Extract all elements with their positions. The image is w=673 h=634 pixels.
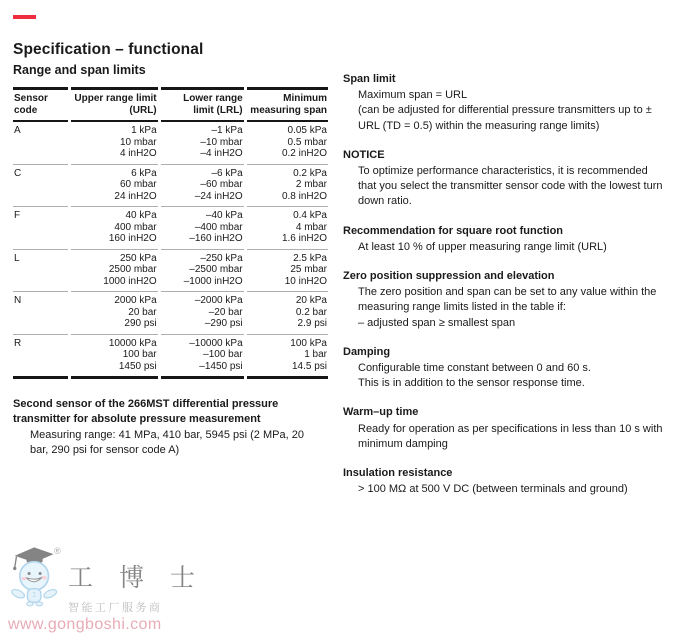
section-text: To optimize performance characteristics, it is recommended that you select the transmitter sensor code with the lowest turn down ratio. [358, 165, 663, 208]
cell-line: –1 kPa [211, 125, 243, 136]
cell-line: 0.8 inH2O [281, 190, 327, 202]
cell-line: 100 kPa [290, 337, 327, 349]
table-row [13, 335, 328, 380]
cell-line: –10000 kPa [189, 337, 243, 349]
table-row [13, 122, 328, 165]
section-text: (can be adjusted for differential pressure transmitters up to ± URL (TD = 0.5) within the measuring range limits) [358, 104, 652, 132]
header-line: Lower range [183, 93, 243, 104]
cell-line: 60 mbar [119, 179, 157, 190]
right-column [343, 72, 665, 511]
col-header-minimum-measuring-span [247, 87, 328, 122]
cell-line: 2500 mbar [108, 264, 157, 275]
lrl-cell [161, 292, 244, 335]
cell-line: –400 mbar [194, 221, 243, 233]
cell-line: 2.9 psi [297, 318, 327, 329]
url-cell [71, 122, 158, 165]
sensor-code-cell: L [13, 250, 68, 293]
min-span-cell [247, 335, 328, 380]
lrl-cell [161, 165, 244, 208]
sensor-code-cell: F [13, 207, 68, 250]
sensor-code-cell: N [13, 292, 68, 335]
header-line: Upper range limit [74, 93, 157, 104]
header-line: Sensor [14, 93, 48, 104]
col-header-lower-range-limit [161, 87, 244, 122]
url-cell [71, 165, 158, 208]
cell-line: 6 kPa [131, 167, 157, 179]
cell-line: 1 bar [304, 349, 327, 360]
min-span-cell [247, 165, 328, 208]
section-notice [343, 148, 665, 210]
cell-line: –60 mbar [200, 179, 243, 190]
section-insulation-resistance [343, 466, 665, 497]
cell-line: 14.5 psi [291, 360, 327, 372]
section-text: Configurable time constant between 0 and 60 s. [358, 362, 591, 375]
cell-line: –1000 inH2O [183, 275, 243, 287]
section-heading: Zero position suppression and elevation [343, 270, 555, 283]
section-text: Maximum span = URL [358, 89, 468, 102]
cell-line: 2.5 kPa [293, 252, 327, 264]
table-header-row [13, 87, 328, 122]
cell-line: 400 mbar [114, 221, 157, 233]
cell-line: 1 kPa [131, 125, 157, 136]
second-sensor-body: Measuring range: 41 MPa, 410 bar, 5945 psi (2 MPa, 20 bar, 290 psi for sensor code A) [30, 429, 304, 457]
min-span-cell [247, 122, 328, 165]
cell-line: 2 mbar [295, 179, 327, 190]
header-line: code [14, 104, 38, 116]
section-text: This is in addition to the sensor response time. [358, 377, 585, 390]
section-warm-up-time [343, 405, 665, 452]
sensor-code-cell: R [13, 335, 68, 380]
url-cell [71, 335, 158, 380]
cell-line: 4 mbar [295, 221, 327, 233]
cell-line: 2000 kPa [114, 295, 157, 306]
cell-line: –6 kPa [211, 167, 243, 179]
cell-line: 1000 inH2O [103, 275, 157, 287]
cell-line: 1.6 inH2O [281, 233, 327, 244]
page-title: Specification – functional [13, 41, 204, 59]
min-span-cell [247, 292, 328, 335]
section-heading: Warm–up time [343, 406, 419, 419]
cell-line: –24 inH2O [194, 190, 243, 202]
section-damping [343, 345, 665, 392]
lrl-cell [161, 250, 244, 293]
section-heading: Insulation resistance [343, 467, 453, 480]
lrl-cell [161, 207, 244, 250]
section-heading: Recommendation for square root function [343, 224, 564, 237]
section-text: At least 10 % of upper measuring range limit (URL) [358, 240, 607, 253]
lrl-cell [161, 335, 244, 380]
watermark-url: www.gongboshi.com [8, 616, 162, 633]
table-row [13, 165, 328, 208]
watermark-brand: 工 博 士 [68, 563, 204, 592]
cell-line: 0.2 kPa [293, 167, 327, 179]
cell-line: 0.2 inH2O [281, 148, 327, 159]
section-heading: NOTICE [343, 148, 385, 161]
url-cell [71, 250, 158, 293]
section-span-limit [343, 72, 665, 134]
watermark-subtitle: 智能工厂服务商 [68, 602, 163, 614]
section-text: Ready for operation as per specifications in less than 10 s with minimum damping [358, 422, 663, 450]
cell-line: 20 kPa [295, 295, 327, 306]
col-header-upper-range-limit [71, 87, 158, 122]
cell-line: –2500 mbar [189, 264, 243, 275]
table-row [13, 292, 328, 335]
cell-line: 1450 psi [118, 360, 157, 372]
min-span-cell [247, 250, 328, 293]
section-heading: Damping [343, 345, 391, 358]
section-heading: Span limit [343, 73, 396, 85]
header-line: (URL) [129, 104, 157, 116]
cell-line: 160 inH2O [108, 233, 157, 244]
header-line: Minimum [283, 93, 327, 104]
cell-line: –2000 kPa [194, 295, 243, 306]
section-text: > 100 MΩ at 500 V DC (between terminals and ground) [358, 483, 628, 496]
second-sensor-heading: Second sensor of the 266MST differential pressure transmitter for absolute pressure measurement [13, 398, 279, 425]
cell-line: –4 inH2O [200, 148, 243, 159]
url-cell [71, 207, 158, 250]
cell-line: 40 kPa [125, 210, 157, 221]
cell-line: 10 inH2O [284, 275, 327, 287]
cell-line: 0.05 kPa [287, 125, 327, 136]
cell-line: 100 bar [122, 349, 157, 360]
left-column [13, 63, 328, 458]
cell-line: 4 inH2O [119, 148, 157, 159]
cell-line: 10 mbar [119, 136, 157, 148]
section-zero-position [343, 269, 665, 331]
registered-trademark-icon: ® [54, 546, 61, 556]
cell-line: 250 kPa [119, 252, 157, 264]
cell-line: –160 inH2O [189, 233, 243, 244]
cell-line: –1450 psi [199, 360, 243, 372]
cell-line: –10 mbar [200, 136, 243, 148]
cell-line: 0.4 kPa [293, 210, 327, 221]
section-bullet-line: – adjusted span ≥ smallest span [358, 316, 516, 329]
cell-line: –290 psi [204, 318, 243, 329]
min-span-cell [247, 207, 328, 250]
range-span-limits-table [10, 87, 331, 379]
table-row [13, 250, 328, 293]
section-square-root-recommendation [343, 224, 665, 255]
cell-line: –250 kPa [200, 252, 243, 264]
cell-line: –100 bar [203, 349, 243, 360]
accent-dash [13, 15, 36, 19]
range-span-limits-title: Range and span limits [13, 63, 146, 77]
cell-line: 25 mbar [290, 264, 327, 275]
cell-line: 10000 kPa [108, 337, 157, 349]
cell-line: 24 inH2O [114, 190, 157, 202]
table-row [13, 207, 328, 250]
cell-line: 20 bar [128, 306, 157, 318]
sensor-code-cell: A [13, 122, 68, 165]
lrl-cell [161, 122, 244, 165]
cell-line: –40 kPa [205, 210, 243, 221]
gongboshi-watermark [8, 544, 223, 634]
header-line: measuring span [250, 104, 327, 116]
cell-line: 0.5 mbar [287, 136, 327, 148]
sensor-code-cell: C [13, 165, 68, 208]
url-cell [71, 292, 158, 335]
cell-line: –20 bar [208, 306, 243, 318]
cell-line: 290 psi [124, 318, 157, 329]
header-line: limit (LRL) [193, 104, 243, 116]
col-header-sensor-code [13, 87, 68, 122]
cell-line: 0.2 bar [295, 306, 327, 318]
section-text: The zero position and span can be set to any value within the measuring range limits listed in the table if: [358, 286, 657, 314]
